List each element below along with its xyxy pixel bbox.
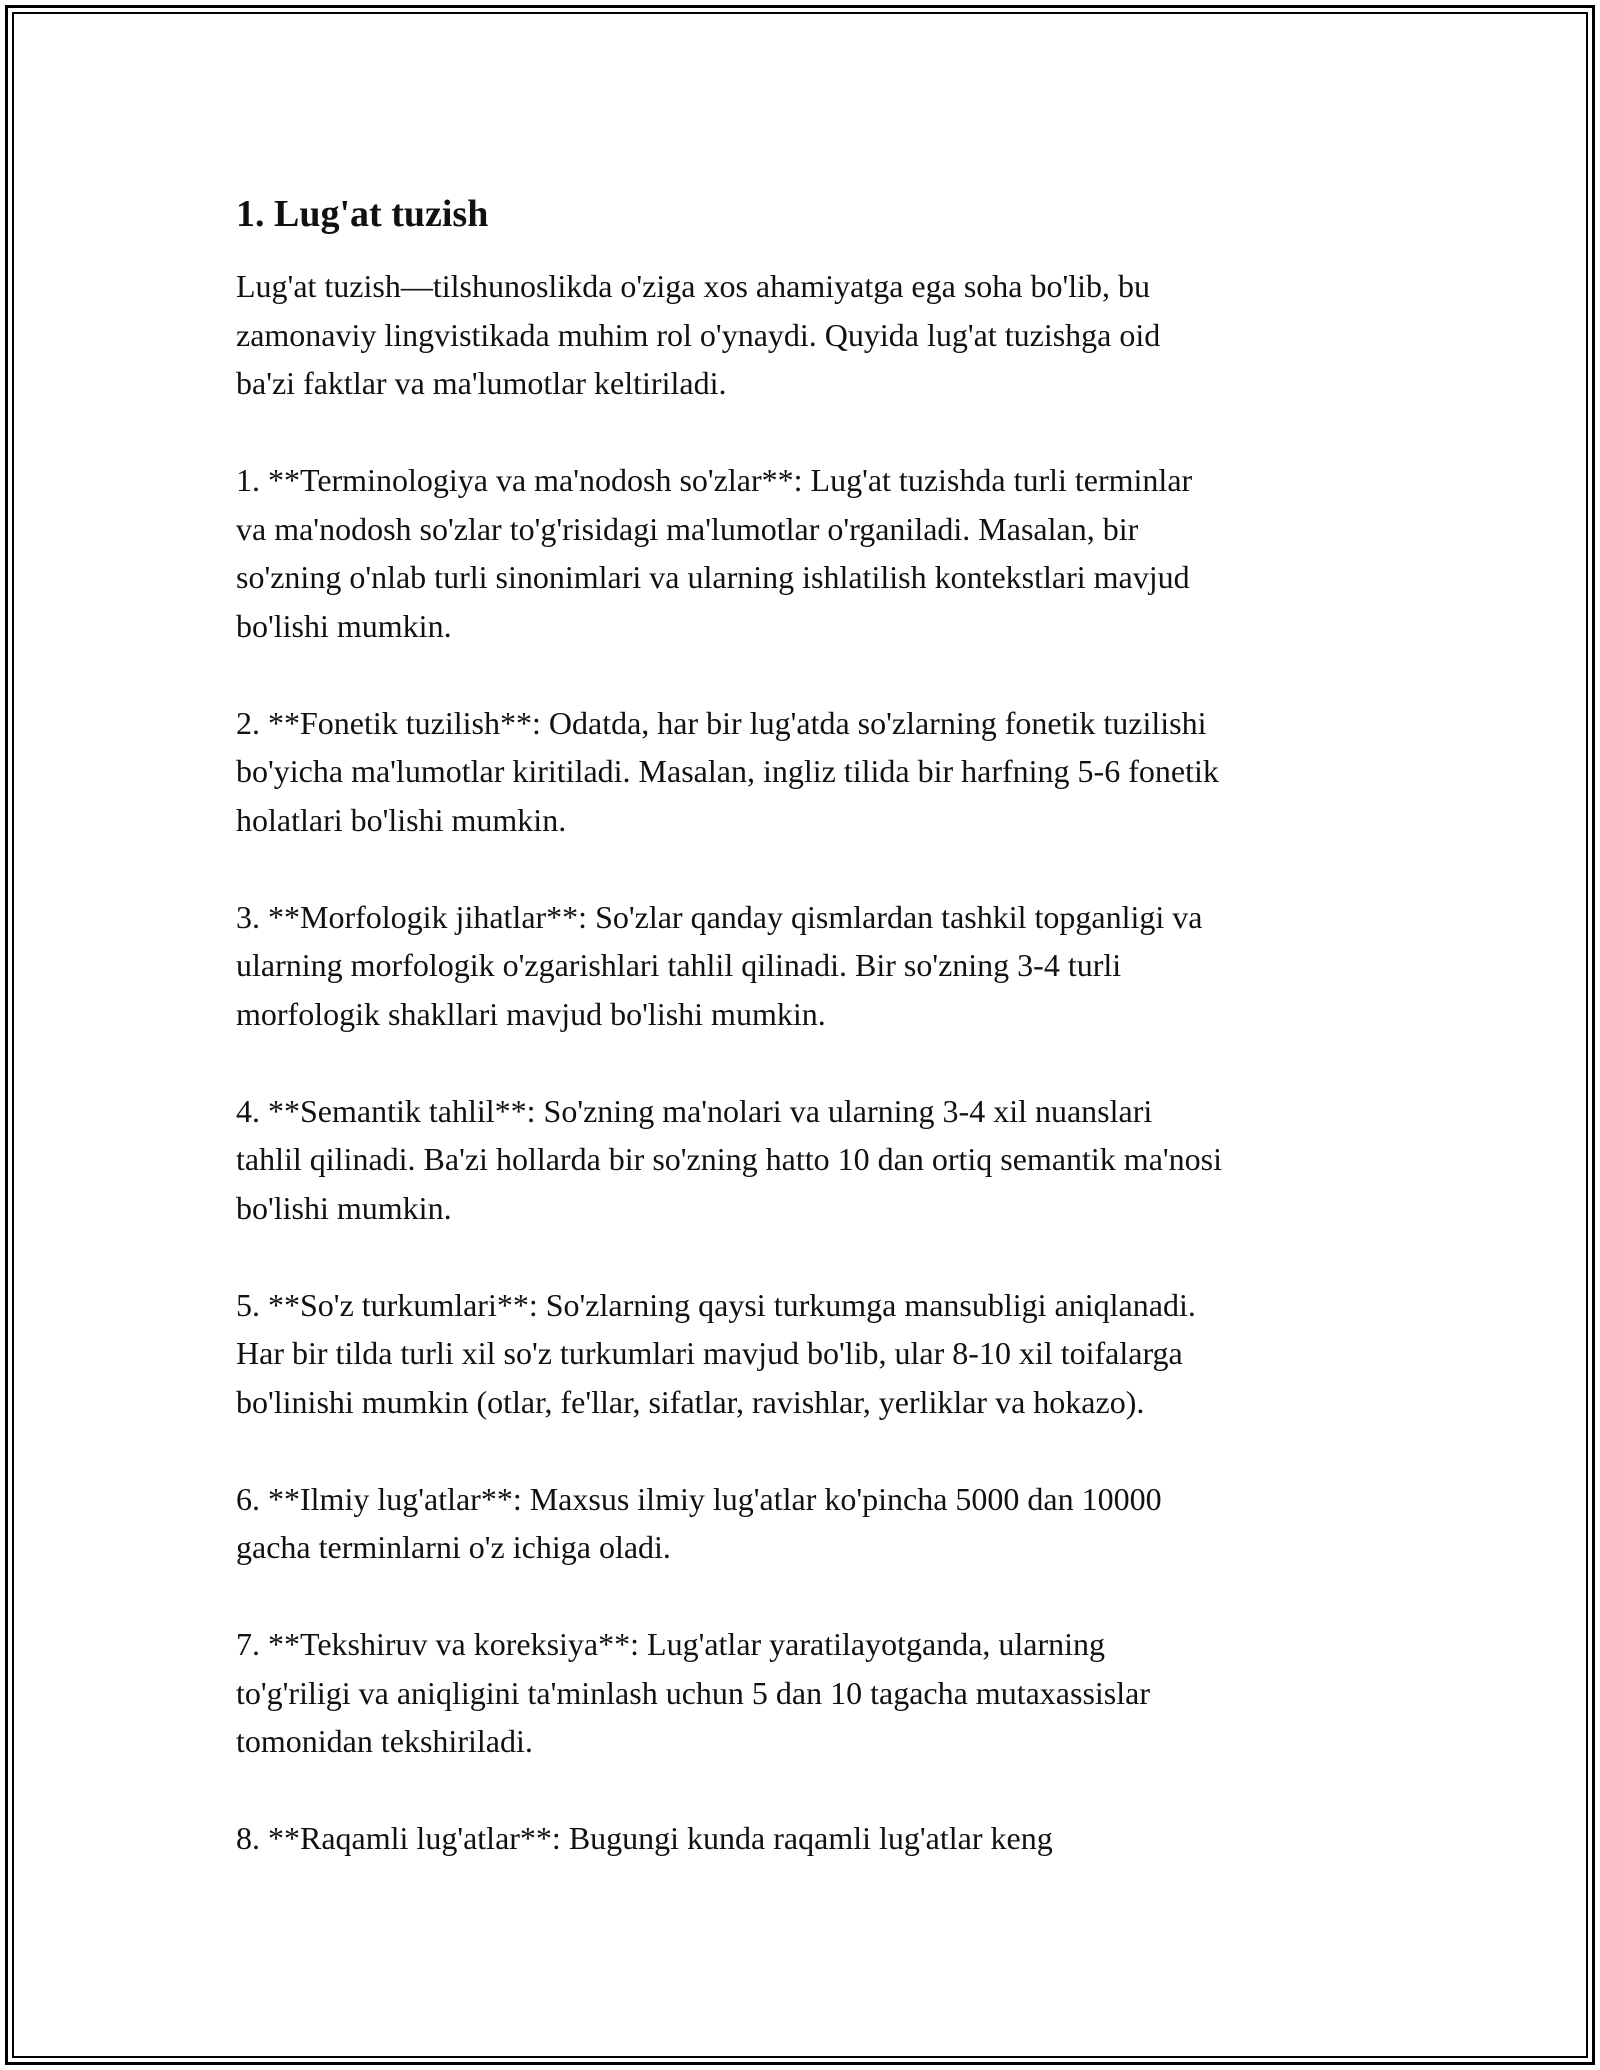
list-item-4: 4. **Semantik tahlil**: So'zning ma'nolari va ularning 3-4 xil nuanslari tahlil qilinadi. Ba'zi hollarda bir so'zning hatto 10 dan ortiq semantik ma'nosi bo'lishi mumkin. [236, 1092, 1222, 1226]
list-item-3: 3. **Morfologik jihatlar**: So'zlar qanday qismlardan tashkil topganligi va ularning morfologik o'zgarishlari tahlil qilinadi. Bir so'zning 3-4 turli morfologik shakllari mavjud bo'lishi mumkin. [236, 898, 1203, 1032]
intro-paragraph: Lug'at tuzish—tilshunoslikda o'ziga xos ahamiyatga ega soha bo'lib, bu zamonaviy lingvistikada muhim rol o'ynaydi. Quyida lug'at tuzishga oid ba'zi faktlar va ma'lumotlar keltiriladi. [236, 268, 1161, 401]
document-page [236, 186, 1376, 1911]
section-heading: 1. Lug'at tuzish [236, 193, 489, 235]
list-item-2: 2. **Fonetik tuzilish**: Odatda, har bir lug'atda so'zlarning fonetik tuzilishi bo'yicha ma'lumotlar kiritiladi. Masalan, ingliz tilida bir harfning 5-6 fonetik holatlari bo'lishi mumkin. [236, 704, 1219, 838]
list-item-7: 7. **Tekshiruv va koreksiya**: Lug'atlar yaratilayotganda, ularning to'g'riligi va aniqligini ta'minlash uchun 5 dan 10 tagacha mutaxassislar tomonidan tekshiriladi. [236, 1626, 1150, 1759]
list-item-5: 5. **So'z turkumlari**: So'zlarning qaysi turkumga mansubligi aniqlanadi. Har bir tilda turli xil so'z turkumlari mavjud bo'lib, ular 8-10 xil toifalarga bo'linishi mumkin (otlar, fe'llar, sifatlar, ravishlar, yerliklar va hokazo). [236, 1286, 1196, 1420]
list-item-1: 1. **Terminologiya va ma'nodosh so'zlar**: Lug'at tuzishda turli terminlar va ma'nodosh so'zlar to'g'risidagi ma'lumotlar o'rganiladi. Masalan, bir so'zning o'nlab turli sinonimlari va ularning ishlatilish kontekstlari mavjud bo'lishi mumkin. [236, 462, 1193, 644]
list-item-8: 8. **Raqamli lug'atlar**: Bugungi kunda raqamli lug'atlar keng [236, 1820, 1053, 1856]
list-item-6: 6. **Ilmiy lug'atlar**: Maxsus ilmiy lug'atlar ko'pincha 5000 dan 10000 gacha terminlarni o'z ichiga oladi. [236, 1480, 1162, 1565]
